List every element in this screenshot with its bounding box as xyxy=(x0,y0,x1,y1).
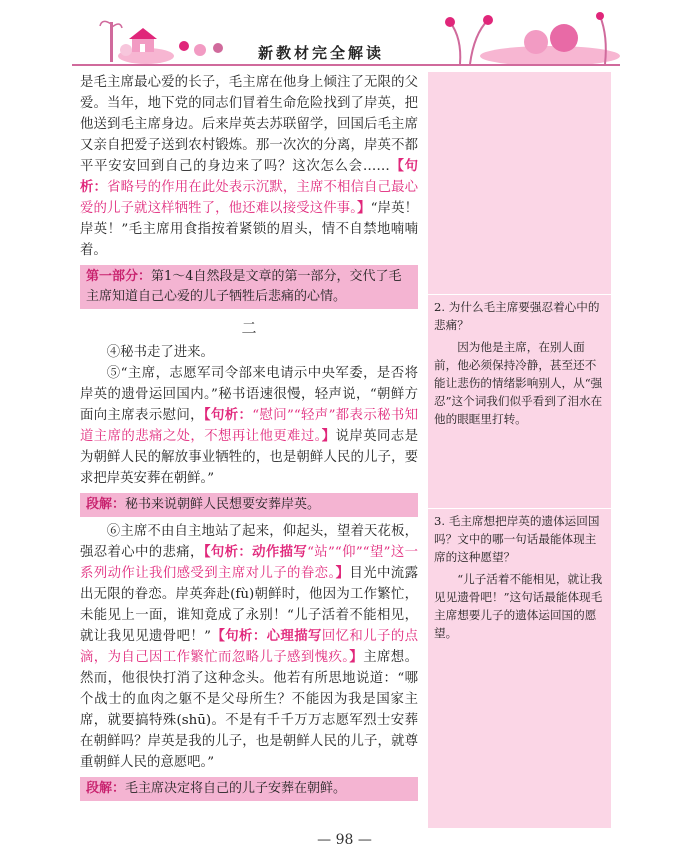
annotation-text: “站”“仰”“望”这一系列动作让我们感受到主席对儿子的眷恋。 xyxy=(80,545,418,581)
annotation-label: 【句析：心理描写 xyxy=(211,628,322,644)
paragraph-5 xyxy=(80,363,418,489)
text: 是毛主席最心爱的长子，毛主席在他身上倾注了无限的父爱。当年，地下党的同志们冒着生命危险找到了岸英，把他送到毛主席身边。后来岸英去苏联留学，回国后毛主席又亲自把爱子送到农村锻炼。那一次次的分离，岸英不都平平安安回到自己的身边来了吗？这次怎么会…… xyxy=(80,75,418,174)
paragraph-summary-box xyxy=(80,493,418,517)
question-text: 3. 毛主席想把岸英的遗体运回国吗？文中的哪一句话最能体现主席的这种愿望？ xyxy=(434,514,600,564)
annotation-end: 】 xyxy=(349,649,364,665)
text: ⑥主席不由自主地站了起来，仰起头，望着天花板，强忍着心中的悲痛， xyxy=(80,524,418,560)
side-question-2 xyxy=(434,298,606,428)
side-notes-panel xyxy=(428,72,611,828)
text: 目光中流露出无限的眷恋。岸英奔赴(fù)朝鲜时，他因为工作繁忙，未能见上一面，谁知竟成了永别！“儿子活着不能相见，就让我见见遗骨吧！” xyxy=(80,566,418,644)
tree-house-decoration-icon xyxy=(96,12,176,64)
annotation-end: 】 xyxy=(321,428,336,444)
main-text-column xyxy=(80,72,418,801)
box-text: 秘书来说朝鲜人民想要安葬岸英。 xyxy=(125,497,321,512)
text: “岸英！岸英！”毛主席用食指按着紧锁的眉头，情不自禁地喃喃着。 xyxy=(80,201,418,258)
annotation-end: 】 xyxy=(335,565,350,581)
part-summary-box xyxy=(80,265,418,309)
section-heading: 二 xyxy=(241,319,257,337)
paragraph-6 xyxy=(80,521,418,773)
plant-decoration-icon xyxy=(440,8,630,66)
side-question-3 xyxy=(434,512,606,642)
annotation-text: 回忆和儿子的点滴，为自己因工作繁忙而忽略儿子感到愧疚。 xyxy=(80,629,419,665)
page-header xyxy=(0,0,689,70)
birds-decoration-icon xyxy=(176,34,236,60)
text: 主席想。然而，他很快打消了这种念头。他若有所思地说道：“哪个战士的血肉之躯不是父母所生？不能因为我是国家主席，就要搞特殊(shū)。不是有千千万万志愿军烈士安葬在朝鲜吗？岸英是我的儿子，也是朝鲜人民的儿子，就尊重朝鲜人民的意愿吧。” xyxy=(80,650,419,770)
box-text: 毛主席决定将自己的儿子安葬在朝鲜。 xyxy=(125,781,347,796)
annotation-label: 【句析： xyxy=(203,407,253,423)
box-label: 第一部分： xyxy=(86,269,152,284)
page-number: — 98 — xyxy=(317,832,372,848)
paragraph-1 xyxy=(80,72,418,261)
paragraph-summary-box xyxy=(80,777,418,801)
annotation-label: 【句析： xyxy=(80,158,419,195)
box-text: 第1～4自然段是文章的第一部分，交代了毛主席知道自己心爱的儿子牺牲后悲痛的心情。 xyxy=(86,269,402,304)
box-label: 段解： xyxy=(86,781,126,796)
question-text: 2. 为什么毛主席要强忍着心中的悲痛？ xyxy=(434,300,600,332)
annotation-end: 】 xyxy=(357,200,371,216)
header-rule xyxy=(72,64,620,66)
answer-text: “儿子活着不能相见，就让我见见遗骨吧！”这句话最能体现毛主席想要儿子的遗体运回国的愿望。 xyxy=(434,572,603,640)
text: ⑤“主席，志愿军司令部来电请示中央军委，是否将岸英的遗骨运回国内。”秘书语速很慢，轻声说，“朝鲜方面向主席表示慰问， xyxy=(80,366,418,423)
annotation-text: “慰问”“轻声”都表示秘书知道主席的悲痛之处，不想再让他更难过。 xyxy=(80,408,418,444)
annotation-text: 省略号的作用在此处表示沉默，主席不相信自己最心爱的儿子就这样牺牲了，他还难以接受这件事。 xyxy=(80,180,419,216)
text: 说岸英同志是为朝鲜人民的解放事业牺牲的，也是朝鲜人民的儿子，要求把岸英安葬在朝鲜。” xyxy=(80,429,419,486)
box-label: 段解： xyxy=(86,497,126,512)
paragraph-4: ④秘书走了进来。 xyxy=(106,345,214,360)
answer-text: 因为他是主席，在别人面前，他必须保持冷静，甚至还不能让悲伤的情绪影响别人，从“强忍”这个词我们似乎看到了泪水在他的眼眶里打转。 xyxy=(434,340,603,426)
side-divider xyxy=(428,294,611,295)
header-title: 新教材完全解读 xyxy=(258,44,385,62)
side-divider xyxy=(428,508,611,509)
annotation-label: 【句析：动作描写 xyxy=(203,544,308,560)
